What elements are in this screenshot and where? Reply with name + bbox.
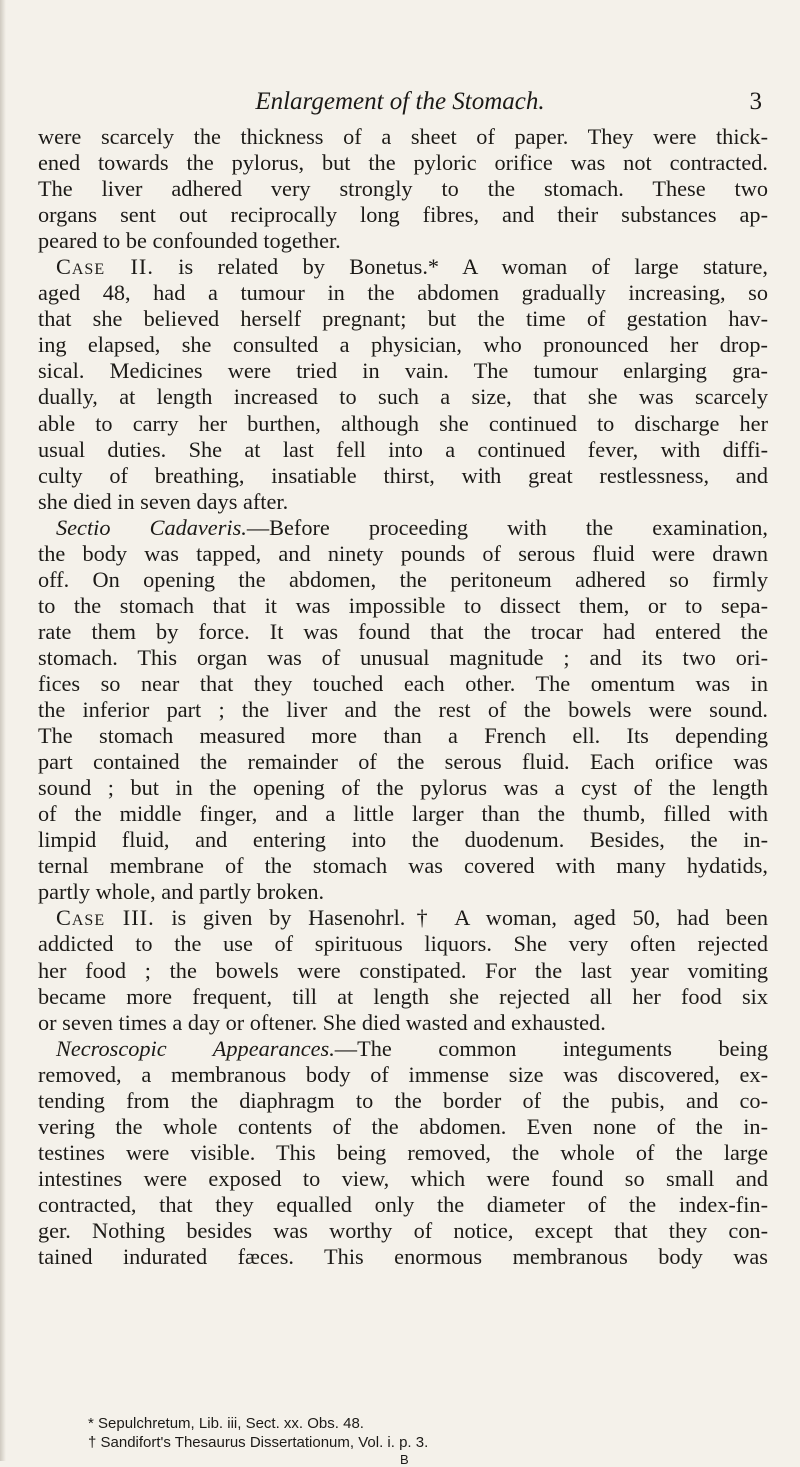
text-line: ger. Nothing besides was worthy of notice, except that they con-: [38, 1217, 768, 1243]
running-head: [38, 88, 762, 128]
text-line: intestines were exposed to view, which were found so small and: [38, 1165, 768, 1191]
text-line: of the middle finger, and a little larger than the thumb, filled with: [38, 801, 768, 827]
signature-mark: B: [400, 1452, 409, 1467]
text-line: partly whole, and partly broken.: [38, 879, 325, 905]
text-line: were scarcely the thickness of a sheet of paper. They were thick-: [38, 124, 768, 149]
text-line: vering the whole contents of the abdomen. Even none of the in-: [38, 1113, 768, 1139]
text-line: became more frequent, till at length she rejected all her food six: [38, 983, 768, 1009]
sectio-label: Sectio Cadaveris.: [56, 514, 247, 540]
text-line: testines were visible. This being removed, the whole of the large: [38, 1139, 768, 1165]
sectio-first-line: [38, 515, 768, 541]
text-line: addicted to the use of spirituous liquors. She very often rejected: [38, 931, 768, 957]
text-line: her food ; the bowels were constipated. For the last year vomiting: [38, 957, 768, 983]
case-2-label: Case II.: [56, 254, 154, 280]
text-line: organs sent out reciprocally long fibres, and their substances ap-: [38, 202, 768, 228]
text-line: removed, a membranous body of immense size was discovered, ex-: [38, 1061, 768, 1087]
text-line: ing elapsed, she consulted a physician, who pronounced her drop-: [38, 332, 768, 358]
text-line: the body was tapped, and ninety pounds of serous fluid were drawn: [38, 540, 768, 566]
text-line-rest: is related by Bonetus.* A woman of large stature,: [153, 254, 768, 280]
text-line: ened towards the pylorus, but the pyloric orifice was not contracted.: [38, 150, 768, 176]
case-3-first-line: [38, 905, 768, 931]
text-line: ternal membrane of the stomach was covered with many hydatids,: [38, 853, 768, 879]
necro-label: Necroscopic Appearances.: [56, 1035, 335, 1061]
text-line: sical. Medicines were tried in vain. The tumour enlarging gra-: [38, 358, 768, 384]
page-number: 3: [749, 88, 762, 115]
footnotes: [88, 1414, 748, 1452]
text-line: peared to be confounded together.: [38, 228, 341, 254]
text-line: The stomach measured more than a French ell. Its depending: [38, 723, 768, 749]
text-line: she died in seven days after.: [38, 488, 289, 514]
footnote: * Sepulchretum, Lib. iii, Sect. xx. Obs. 48.: [88, 1415, 364, 1432]
case-2-first-line: [38, 254, 768, 280]
text-line: culty of breathing, insatiable thirst, with great restlessness, and: [38, 462, 768, 488]
text-line-rest: is given by Hasenohrl.† A woman, aged 50, had been: [154, 905, 768, 931]
text-line: aged 48, had a tumour in the abdomen gradually increasing, so: [38, 280, 768, 306]
text-line: sound ; but in the opening of the pylorus was a cyst of the length: [38, 775, 768, 801]
text-line: to the stomach that it was impossible to dissect them, or to sepa-: [38, 592, 768, 618]
text-line: tending from the diaphragm to the border of the pubis, and co-: [38, 1087, 768, 1113]
page-edge-shadow: [0, 0, 6, 1461]
text-line: limpid fluid, and entering into the duodenum. Besides, the in-: [38, 827, 768, 853]
case-3-label: Case III.: [56, 905, 155, 931]
text-line: fices so near that they touched each other. The omentum was in: [38, 670, 768, 696]
text-line: able to carry her burthen, although she continued to discharge her: [38, 410, 768, 436]
text-line: part contained the remainder of the serous fluid. Each orifice was: [38, 749, 768, 775]
text-line-rest: —Before proceeding with the examination,: [246, 514, 768, 540]
text-line: tained indurated fæces. This enormous membranous body was: [38, 1244, 768, 1270]
text-line: stomach. This organ was of unusual magnitude ; and its two ori-: [38, 644, 768, 670]
footnote: † Sandifort's Thesaurus Dissertationum, Vol. i. p. 3.: [88, 1434, 429, 1451]
necro-first-line: [38, 1036, 768, 1062]
text-line: rate them by force. It was found that the trocar had entered the: [38, 618, 768, 644]
text-line: that she believed herself pregnant; but the time of gestation hav-: [38, 306, 768, 332]
text-line: or seven times a day or oftener. She died wasted and exhausted.: [38, 1009, 606, 1035]
running-title: Enlargement of the Stomach.: [255, 88, 545, 115]
body-text: [38, 124, 768, 1270]
text-line-rest: —The common integuments being: [334, 1035, 768, 1061]
text-line: contracted, that they equalled only the diameter of the index-fin-: [38, 1191, 768, 1217]
text-line: usual duties. She at last fell into a continued fever, with diffi-: [38, 436, 768, 462]
text-line: the inferior part ; the liver and the rest of the bowels were sound.: [38, 697, 768, 723]
text-line: The liver adhered very strongly to the stomach. These two: [38, 176, 768, 202]
text-line: dually, at length increased to such a size, that she was scarcely: [38, 384, 768, 410]
text-line: off. On opening the abdomen, the peritoneum adhered so firmly: [38, 566, 768, 592]
